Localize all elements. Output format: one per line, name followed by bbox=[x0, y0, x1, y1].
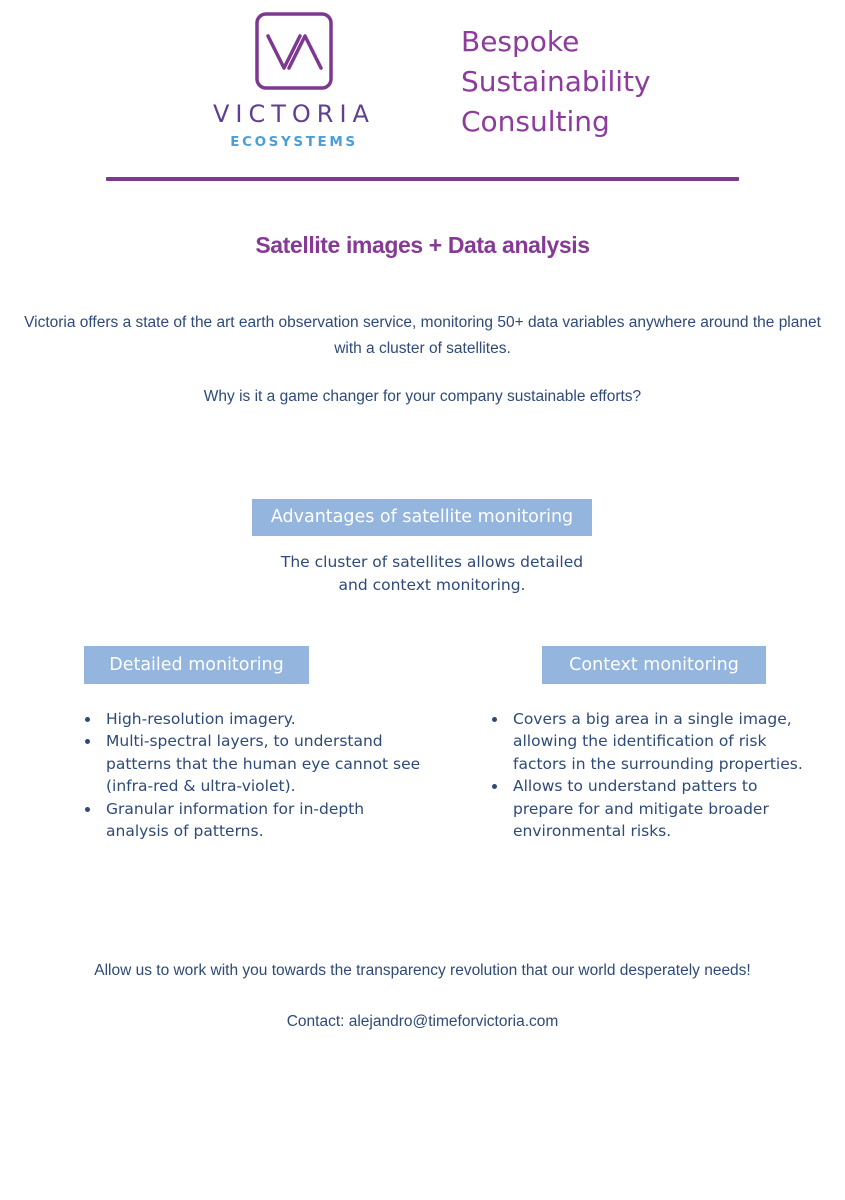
intro-paragraph: Victoria offers a state of the art earth observation service, monitoring 50+ data variables anywhere around the planet with a cluster of satellites. bbox=[24, 314, 821, 357]
header-divider bbox=[106, 177, 739, 181]
tagline-line: Sustainability bbox=[461, 65, 651, 98]
advantages-subtitle-line: and context monitoring. bbox=[338, 576, 526, 594]
advantages-subtitle bbox=[222, 551, 642, 597]
advantages-subtitle-line: The cluster of satellites allows detailed bbox=[280, 553, 584, 571]
detailed-monitoring-list bbox=[85, 708, 430, 842]
contact-email[interactable]: Contact: alejandro@timeforvictoria.com bbox=[286, 1013, 559, 1030]
detailed-monitoring-heading: Detailed monitoring bbox=[84, 646, 309, 684]
list-item: Allows to understand patters to prepare for and mitigate broader environmental risks. bbox=[492, 775, 822, 842]
advantages-heading: Advantages of satellite monitoring bbox=[252, 499, 592, 536]
intro-question: Why is it a game changer for your company sustainable efforts? bbox=[203, 388, 642, 405]
list-item: Granular information for in-depth analysis of patterns. bbox=[85, 798, 430, 843]
va-monogram-icon bbox=[255, 12, 333, 90]
list-item: Multi-spectral layers, to understand patterns that the human eye cannot see (infra-red & ultra-violet). bbox=[85, 730, 430, 797]
list-item: High-resolution imagery. bbox=[85, 708, 430, 730]
tagline-line: Consulting bbox=[461, 105, 610, 138]
closing-statement: Allow us to work with you towards the transparency revolution that our world desperately needs! bbox=[94, 962, 751, 979]
list-item: Covers a big area in a single image, allowing the identification of risk factors in the surrounding properties. bbox=[492, 708, 822, 775]
context-monitoring-heading: Context monitoring bbox=[542, 646, 766, 684]
brand-subtitle: ECOSYSTEMS bbox=[230, 134, 358, 150]
page-title: Satellite images + Data analysis bbox=[255, 232, 590, 258]
brand-name: VICTORIA bbox=[213, 100, 375, 128]
tagline bbox=[461, 22, 721, 142]
context-monitoring-list bbox=[492, 708, 822, 842]
tagline-line: Bespoke bbox=[461, 25, 580, 58]
